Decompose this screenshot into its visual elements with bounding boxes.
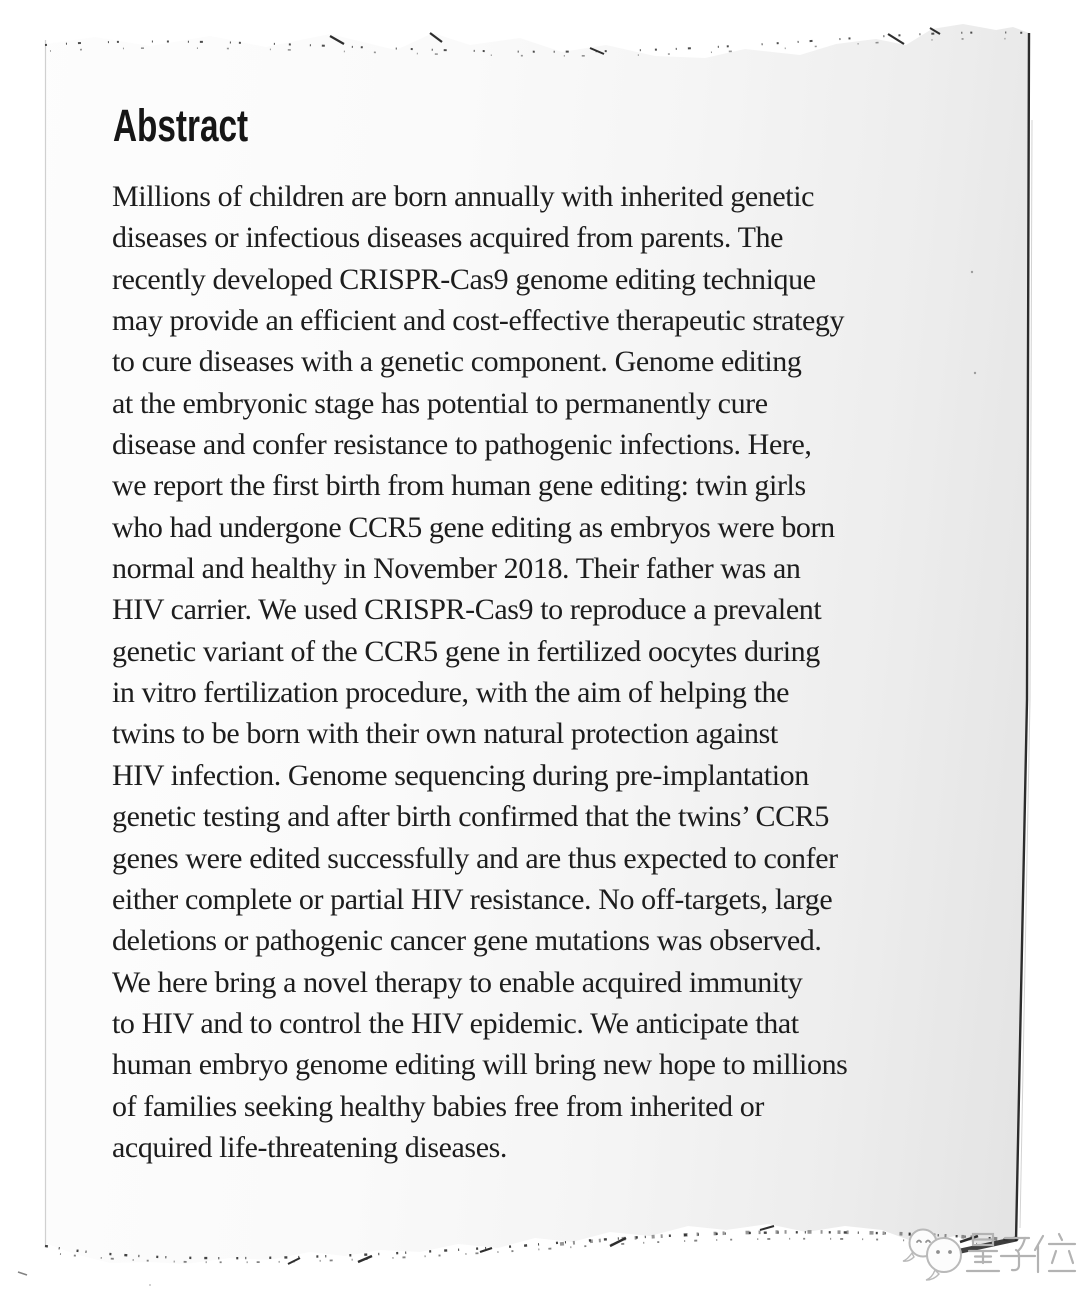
abstract-line: who had undergone CCR5 gene editing as embryos were born [112, 510, 835, 544]
abstract-line: normal and healthy in November 2018. Their father was an [112, 552, 801, 586]
abstract-heading: Abstract [113, 100, 249, 151]
abstract-line: Millions of children are born annually with inherited genetic [112, 180, 815, 213]
abstract-line: at the embryonic stage has potential to permanently cure [112, 386, 768, 420]
abstract-line: of families seeking healthy babies free from inherited or [112, 1089, 764, 1123]
abstract-line: disease and confer resistance to pathogenic infections. Here, [112, 428, 812, 462]
abstract-line: acquired life-threatening diseases. [112, 1130, 507, 1164]
qbitai-logo-icon [903, 1230, 961, 1281]
abstract-line: to cure diseases with a genetic component. Genome editing [112, 345, 802, 379]
watermark-text [962, 1236, 1072, 1276]
abstract-line: genetic testing and after birth confirmed that the twins’ CCR5 [112, 800, 829, 834]
abstract-line: HIV carrier. We used CRISPR-Cas9 to reproduce a prevalent [112, 593, 822, 627]
abstract-line: to HIV and to control the HIV epidemic. We anticipate that [112, 1006, 799, 1040]
abstract-line: recently developed CRISPR-Cas9 genome editing technique [112, 262, 816, 296]
abstract-line: genetic variant of the CCR5 gene in fertilized oocytes during [112, 634, 820, 668]
abstract-line: HIV infection. Genome sequencing during pre-implantation [112, 758, 809, 792]
abstract-line: deletions or pathogenic cancer gene mutations was observed. [112, 924, 822, 958]
abstract-line: either complete or partial HIV resistance. No off-targets, large [112, 882, 833, 916]
abstract-line: may provide an efficient and cost-effective therapeutic strategy [112, 304, 845, 338]
abstract-line: We here bring a novel therapy to enable acquired immunity [112, 965, 803, 999]
abstract-paragraph [112, 176, 992, 1168]
abstract-line: twins to be born with their own natural protection against [112, 717, 778, 751]
qbitai-watermark [897, 1226, 1077, 1288]
abstract-line: diseases or infectious diseases acquired from parents. The [112, 221, 784, 255]
abstract-line: human embryo genome editing will bring new hope to millions [112, 1048, 848, 1082]
abstract-line: we report the first birth from human gene editing: twin girls [112, 469, 806, 503]
abstract-line: in vitro fertilization procedure, with the aim of helping the [112, 676, 790, 710]
abstract-line: genes were edited successfully and are thus expected to confer [112, 841, 838, 875]
